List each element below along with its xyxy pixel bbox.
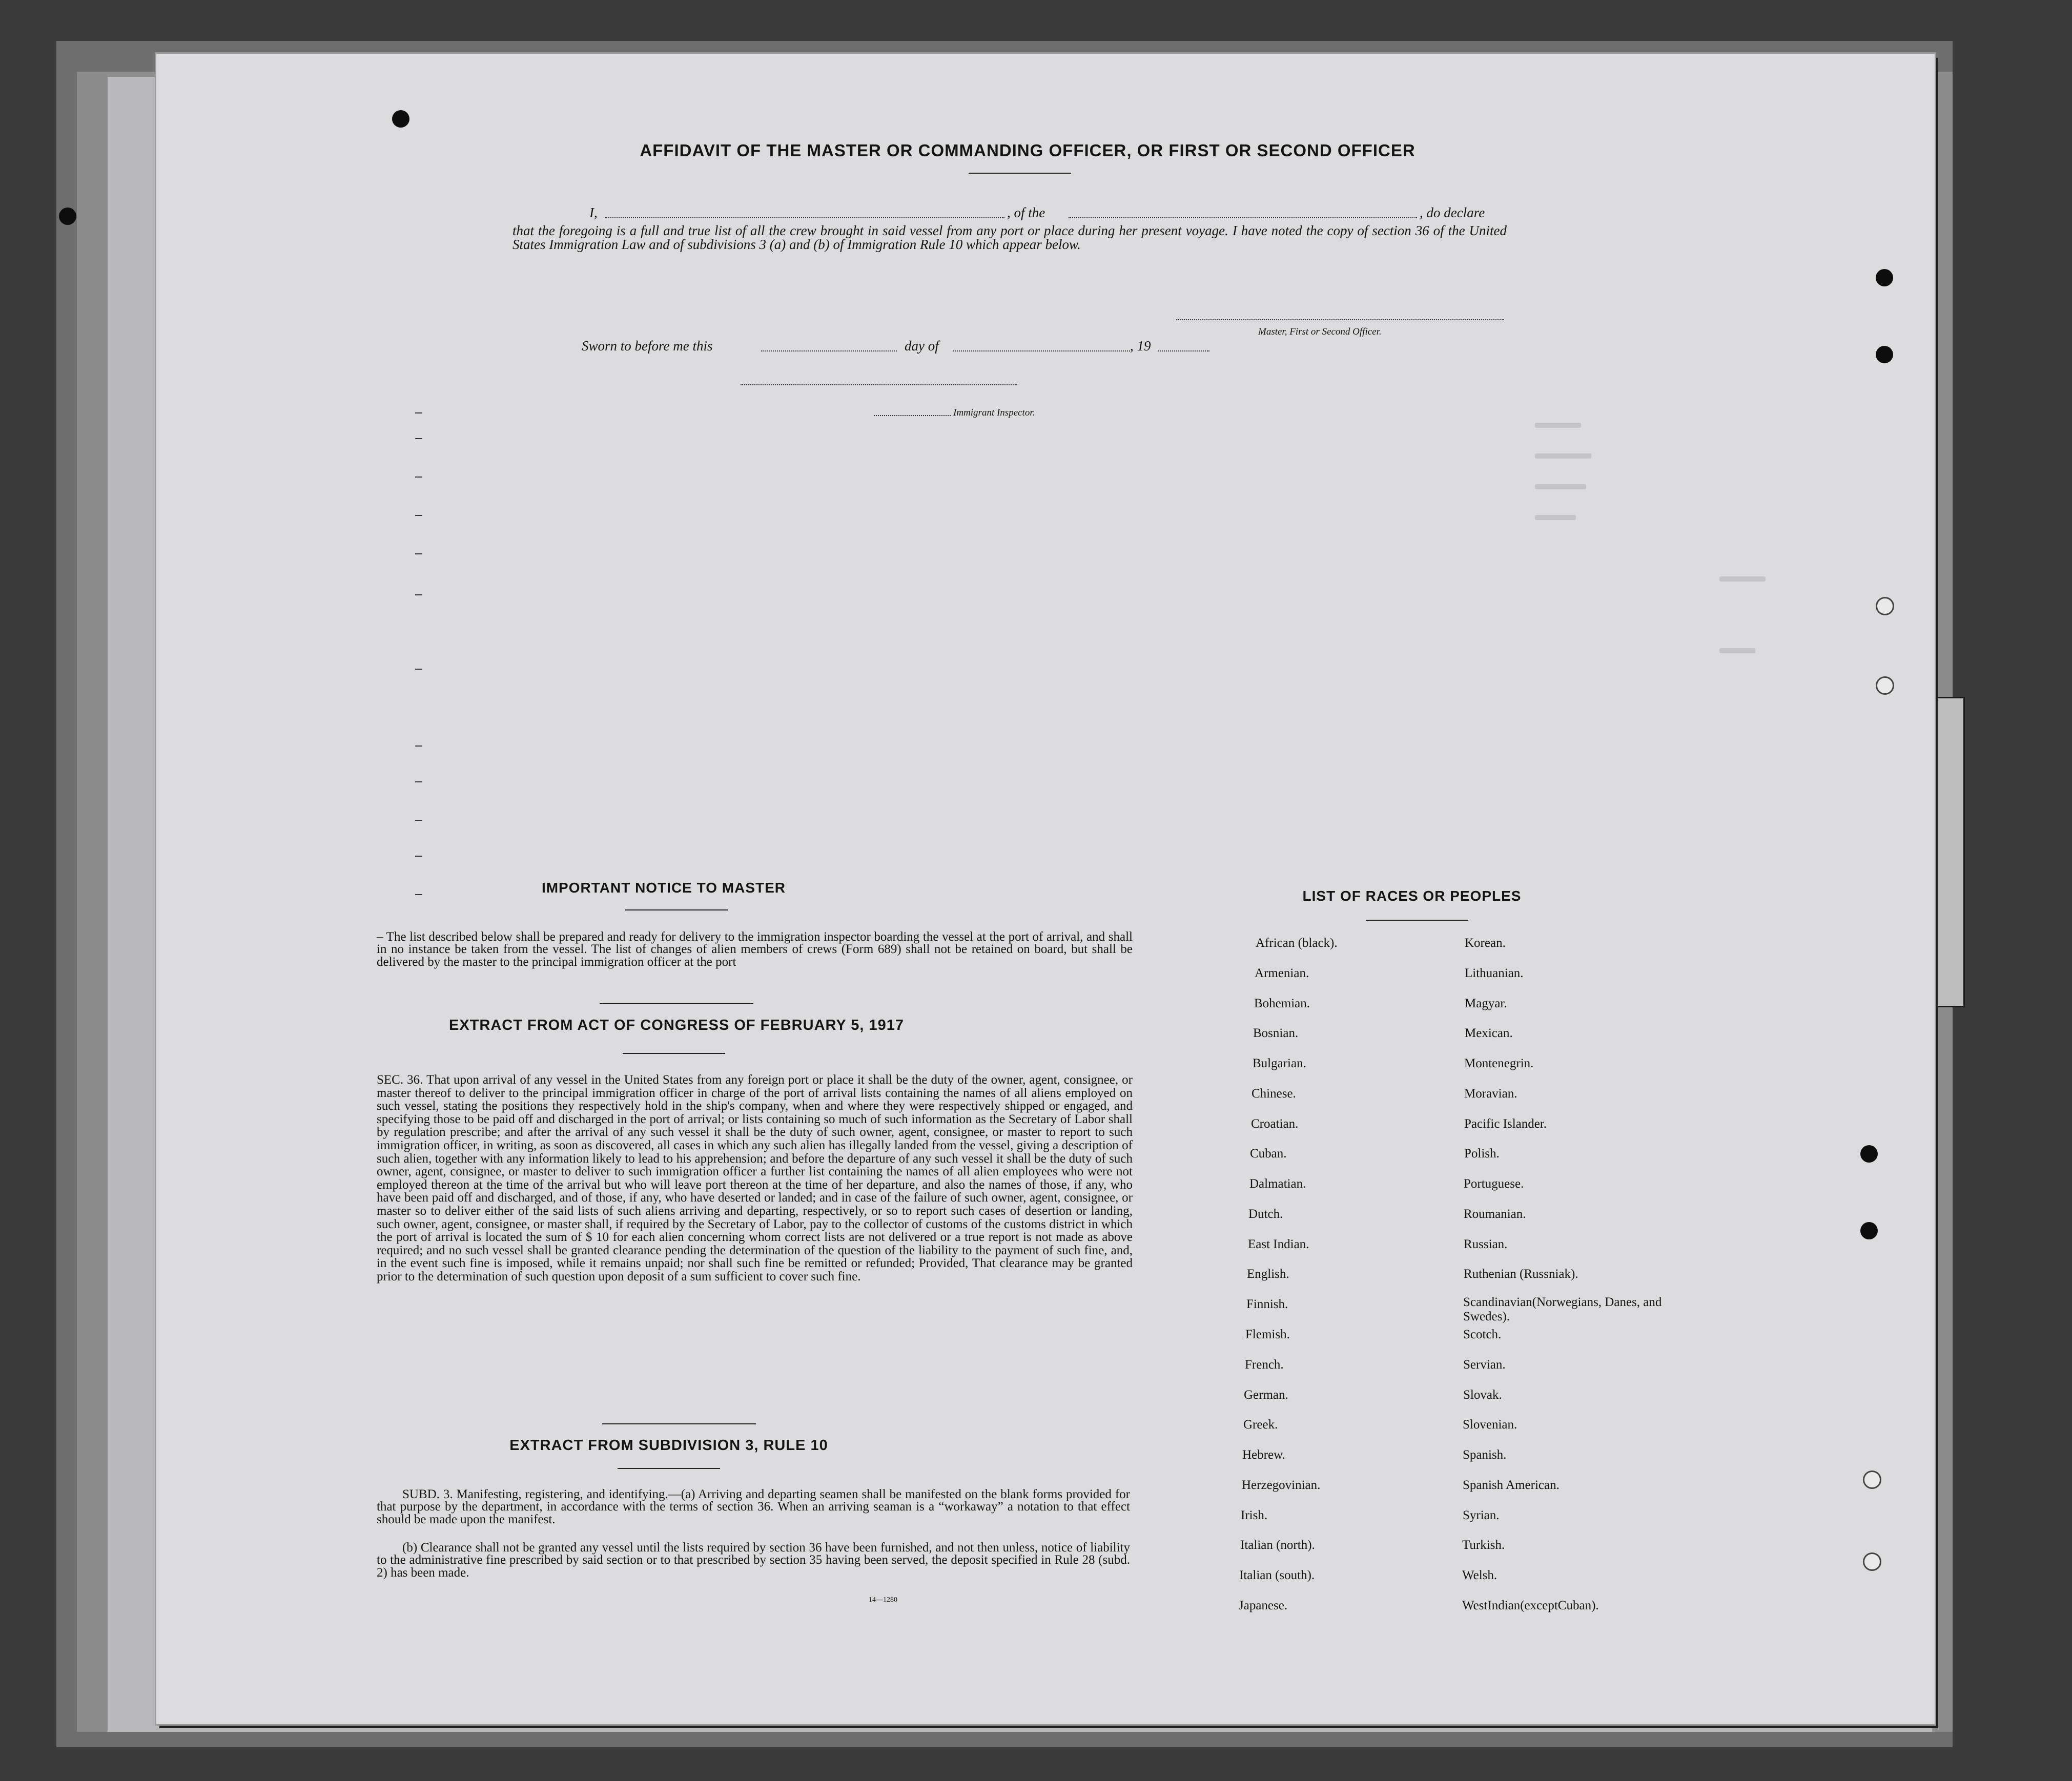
race-item: Slovenian. [1463,1418,1517,1432]
race-item: Bosnian. [1253,1026,1299,1040]
race-item: Montenegrin. [1464,1057,1534,1070]
do-declare-label: , do declare [1420,205,1485,220]
rule-underline [618,1468,720,1469]
punch-hole [1876,346,1893,363]
punch-hole [392,110,409,128]
bleed-through [1535,453,1591,459]
race-item: Turkish. [1462,1538,1505,1552]
master-signature-line[interactable] [1176,319,1504,320]
margin-tick [415,745,422,747]
race-item: Herzegovinian. [1242,1478,1321,1492]
notice-body: – The list described below shall be prepared and ready for delivery to the immigration inspector boarding the vessel at the port of arrival, and shall in no instance be taken from the vessel. The list of changes of alien members of crews (Form 689) shall not be retained on board, but shall be delivered by the master to the principal immigration officer at the port [377,930,1133,969]
punch-hole [1876,676,1894,695]
race-item: Spanish. [1463,1448,1507,1462]
race-item: Welsh. [1462,1568,1497,1582]
punch-hole [1876,597,1894,615]
inspector-signature-line-2[interactable] [874,415,951,416]
year-label: , 19 [1130,338,1151,354]
declaration-line [512,205,1666,223]
master-signature-label: Master, First or Second Officer. [1258,326,1382,337]
margin-tick [415,515,422,516]
vessel-name-field[interactable] [1069,217,1417,218]
margin-tick [415,477,422,478]
race-item: Russian. [1464,1237,1508,1251]
sworn-label: Sworn to before me this [582,338,713,354]
sworn-day-field[interactable] [761,350,897,351]
races-underline [1366,920,1468,921]
affidavit-title: AFFIDAVIT OF THE MASTER OR COMMANDING OFFICER, OR FIRST OR SECOND OFFICER [640,141,1415,160]
margin-tick [415,594,422,595]
race-item: Pacific Islander. [1464,1117,1547,1131]
race-item: WestIndian(exceptCuban). [1462,1599,1599,1612]
margin-tick [415,820,422,821]
section-divider [600,1003,753,1004]
races-title: LIST OF RACES OR PEOPLES [1302,888,1522,904]
sworn-month-field[interactable] [953,350,1130,351]
race-item: Dalmatian. [1249,1177,1306,1191]
inspector-signature-label: Immigrant Inspector. [953,407,1035,418]
race-item: Dutch. [1248,1207,1283,1221]
index-tab [1932,697,1965,1007]
race-item: Korean. [1465,936,1506,950]
margin-tick [415,669,422,670]
race-item: Greek. [1243,1418,1278,1432]
sworn-line [582,338,1248,359]
bleed-through [1719,576,1766,582]
notice-underline [625,909,728,910]
race-item: Chinese. [1252,1087,1296,1101]
race-item: Italian (south). [1239,1568,1315,1582]
race-item: Cuban. [1250,1147,1287,1161]
day-of-label: day of [905,338,939,354]
bleed-through [1535,515,1576,520]
punch-hole [1863,1471,1881,1489]
race-item: Lithuanian. [1465,966,1524,980]
race-item: Armenian. [1255,966,1309,980]
race-item: Magyar. [1465,997,1507,1010]
rule-para-b: (b) Clearance shall not be granted any vessel until the lists required by section 36 have been furnished, and not then unless, notice of liability to the administrative fine prescribed by said section or to that prescribed by section 35 having been served, the deposit specified in Rule 28 (subd. 2) has been made. [377,1541,1130,1580]
margin-tick [415,856,422,857]
sworn-year-field[interactable] [1158,350,1209,351]
margin-tick [415,781,422,782]
race-item: Syrian. [1463,1508,1500,1522]
race-item: French. [1245,1358,1284,1372]
race-item: Flemish. [1245,1328,1290,1341]
document-page [156,54,1935,1724]
margin-tick [415,438,422,439]
race-item: Hebrew. [1242,1448,1285,1462]
affidavit-body: that the foregoing is a full and true list of all the crew brought in said vessel from any port or place during her present voyage. I have noted the copy of section 36 of the United States Immigration Law and of subdivisions 3 (a) and (b) of Immigration Rule 10 which appear below. [512,223,1507,252]
race-item: Scotch. [1463,1328,1502,1341]
margin-tick [415,894,422,895]
race-item: German. [1244,1388,1288,1402]
declarant-prefix: I, [589,205,598,220]
notice-title: IMPORTANT NOTICE TO MASTER [541,880,786,896]
race-item: Scandinavian(Norwegians, Danes, and Swedes). [1463,1295,1662,1323]
inspector-signature-line[interactable] [741,384,1017,385]
of-the-label: , of the [1007,205,1045,220]
punch-hole [1863,1552,1881,1571]
act-body: SEC. 36. That upon arrival of any vessel in the United States from any foreign port or place it shall be the duty of the owner, agent, consignee, or master thereof to deliver to the principal immigration officer in charge of the port of arrival lists containing the names of all aliens employed on such vessel, stating the positions they respectively hold in the ship's company, when and where they were respectively shipped or engaged, and specifying those to be paid off and discharged in the port of arrival; or lists containing so much of such information as the Secretary of Labor shall by regulation prescribe; and after the arrival of any such vessel it shall be the duty of such owner, agent, consignee, or master to report to such immigration officer, in writing, as soon as discovered, all cases in which any such alien has illegally landed from the vessel, giving a description of such alien, together with any information likely to lead to his apprehension; and before the departure of any such vessel it shall be the duty of such owner, agent, consignee, or master to deliver to such immigration officer a further list containing the names of all alien employees who were not employed thereon at the time of the arrival but who will leave port thereon at the time of her departure, and also the names of those, if any, who have been paid off and discharged, and of those, if any, who have deserted or landed; and in case of the failure of such owner, agent, consignee, or master so to deliver either of the said lists of such aliens arriving and departing, respectively, or so to report such cases of desertion or landing, such owner, agent, consignee, or master shall, if required by the Secretary of Labor, pay to the collector of customs of the customs district in which the port of arrival is located the sum of $ 10 for each alien concerning whom correct lists are not delivered or a true report is not made as above required; and no such vessel shall be granted clearance pending the determination of the question of the liability to the payment of such fine, and, in the event such fine is imposed, while it remains unpaid; nor shall such fine be remitted or refunded; Provided, That clearance may be granted prior to the determination of such question upon deposit of a sum sufficient to cover such fine. [377,1073,1133,1283]
bleed-through [1719,648,1755,653]
race-item: East Indian. [1248,1237,1309,1251]
race-item: Irish. [1241,1508,1268,1522]
punch-hole [1860,1145,1878,1163]
race-item: Roumanian. [1464,1207,1526,1221]
margin-tick [415,553,422,554]
rule-para-a: SUBD. 3. Manifesting, registering, and identifying.—(a) Arriving and departing seamen shall be manifested on the blank forms provided for that purpose by the department, in accordance with the terms of section 36. When an arriving seaman is a “workaway” a notation to that effect should be made upon the manifest. [377,1487,1130,1526]
declarant-name-field[interactable] [605,217,1004,218]
title-underline [969,173,1071,174]
race-item: African (black). [1256,936,1338,950]
form-number: 14—1280 [869,1596,897,1604]
race-item: Moravian. [1464,1087,1517,1101]
margin-tick [415,412,422,413]
race-item: Ruthenian (Russniak). [1464,1267,1578,1281]
punch-hole [1876,269,1893,286]
rule-title: EXTRACT FROM SUBDIVISION 3, RULE 10 [509,1437,828,1454]
race-item: Bohemian. [1254,997,1310,1010]
race-item: Finnish. [1246,1297,1288,1311]
race-item: Slovak. [1463,1388,1502,1402]
punch-hole [1860,1222,1878,1239]
race-item: Spanish American. [1463,1478,1560,1492]
race-item: Portuguese. [1464,1177,1524,1191]
bleed-through [1535,484,1586,489]
section-divider [602,1423,756,1424]
race-item: Italian (north). [1240,1538,1315,1552]
race-item: Bulgarian. [1253,1057,1306,1070]
race-item: Servian. [1463,1358,1506,1372]
race-item: English. [1247,1267,1289,1281]
race-item: Croatian. [1251,1117,1299,1131]
race-item: Mexican. [1465,1026,1513,1040]
punch-hole [59,208,76,225]
act-underline [623,1053,725,1054]
act-title: EXTRACT FROM ACT OF CONGRESS OF FEBRUARY 5, 1917 [448,1017,905,1033]
bleed-through [1535,423,1581,428]
race-item: Polish. [1464,1147,1500,1161]
race-item: Japanese. [1239,1599,1288,1612]
